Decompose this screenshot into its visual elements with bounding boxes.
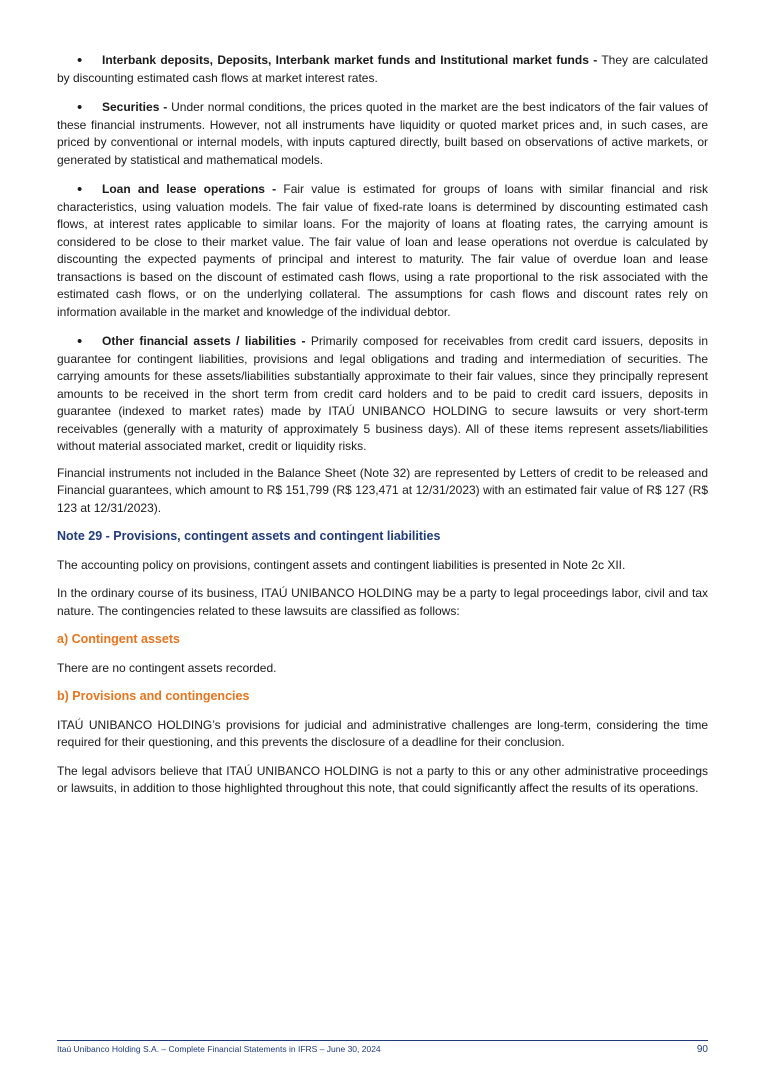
bullet-title: Securities - (102, 100, 168, 114)
bullet-other-financial (57, 333, 708, 456)
bullet-text: Under normal conditions, the prices quoted in the market are the best indicators of the fair values of these financial instruments. However, not all instruments have liquidity or quoted market prices and, in such cases, are priced by conventional or internal models, with inputs captured directly, built based on observations of active markets, or generated by statistical and mathematical models. (57, 100, 709, 167)
paragraph-financial-instruments: Financial instruments not included in the Balance Sheet (Note 32) are represented by Letters of credit to be released and Financial guarantees, which amount to R$ 151,799 (R$ 123,471 at 12/31/2023) with an estimated fair value of R$ 127 (R$ 123 at 12/31/2023). (57, 465, 708, 515)
bullet-title: Loan and lease operations - (102, 182, 277, 196)
bullet-title: Interbank deposits, Deposits, Interbank market funds and Institutional market funds - (102, 53, 598, 67)
heading-contingent-assets: a) Contingent assets (57, 632, 180, 646)
bullet-dot-icon: • (77, 333, 83, 350)
page-footer (57, 1040, 708, 1055)
bullet-title: Other financial assets / liabilities - (102, 334, 306, 348)
bullet-dot-icon: • (77, 52, 83, 69)
paragraph-policy: The accounting policy on provisions, contingent assets and contingent liabilities is presented in Note 2c XII. (57, 557, 626, 572)
heading-provisions: b) Provisions and contingencies (57, 689, 250, 703)
page-number: 90 (696, 1044, 708, 1055)
document-body (57, 52, 708, 809)
bullet-securities (57, 99, 708, 169)
note-heading: Note 29 - Provisions, contingent assets and contingent liabilities (57, 529, 441, 543)
paragraph-provisions-1: ITAÚ UNIBANCO HOLDING’s provisions for judicial and administrative challenges are long-term, considering the time required for their questioning, and this prevents the disclosure of a deadline for their conclusion. (57, 717, 708, 749)
paragraph-ordinary-course: In the ordinary course of its business, ITAÚ UNIBANCO HOLDING may be a party to legal proceedings labor, civil and tax nature. The contingencies related to these lawsuits are classified as follows: (57, 586, 708, 618)
bullet-loans (57, 181, 708, 321)
bullet-dot-icon: • (77, 181, 83, 198)
paragraph-contingent-assets: There are no contingent assets recorded. (57, 660, 277, 675)
bullet-text: Primarily composed for receivables from credit card issuers, deposits in guarantee for contingent liabilities, provisions and legal obligations and trading and intermediation of securities. The carrying amounts for these assets/liabilities substantially approximate to their fair values, since they principally represent amounts to be received in the short term from credit card holders and to be paid to credit card issuers, deposits in guarantee (indexed to market rates) made by ITAÚ UNIBANCO HOLDING to secure lawsuits or very short-term receivables (generally with a maturity of approximately 5 business days). All of these items represent assets/liabilities without material associated market, credit or liquidity risks. (57, 334, 709, 453)
bullet-text: Fair value is estimated for groups of loans with similar financial and risk characteristics, using valuation models. The fair value of fixed-rate loans is determined by discounting estimated cash flows, at interest rates applicable to similar loans. For the majority of loans at floating rates, the carrying amount is considered to be close to their market value. The fair value of loan and lease operations not overdue is calculated by discounting the expected payments of principal and interest to maturity. The fair value of overdue loan and lease transactions is based on the discount of estimated cash flows, using a rate proportional to the risk associated with the estimated cash flows, or on the underlying collateral. The assumptions for cash flows and discount rates rely on information available in the market and knowledge of the individual debtor. (57, 182, 708, 319)
footer-title: Itaú Unibanco Holding S.A. – Complete Financial Statements in IFRS – June 30, 2024 (57, 1044, 381, 1054)
bullet-dot-icon: • (77, 99, 83, 116)
bullet-interbank (57, 52, 708, 87)
bullet-text: They are calculated by discounting estimated cash flows at market interest rates. (57, 53, 708, 85)
paragraph-provisions-2: The legal advisors believe that ITAÚ UNIBANCO HOLDING is not a party to this or any other administrative proceedings or lawsuits, in addition to those highlighted throughout this note, that could significantly affect the results of its operations. (57, 763, 708, 795)
